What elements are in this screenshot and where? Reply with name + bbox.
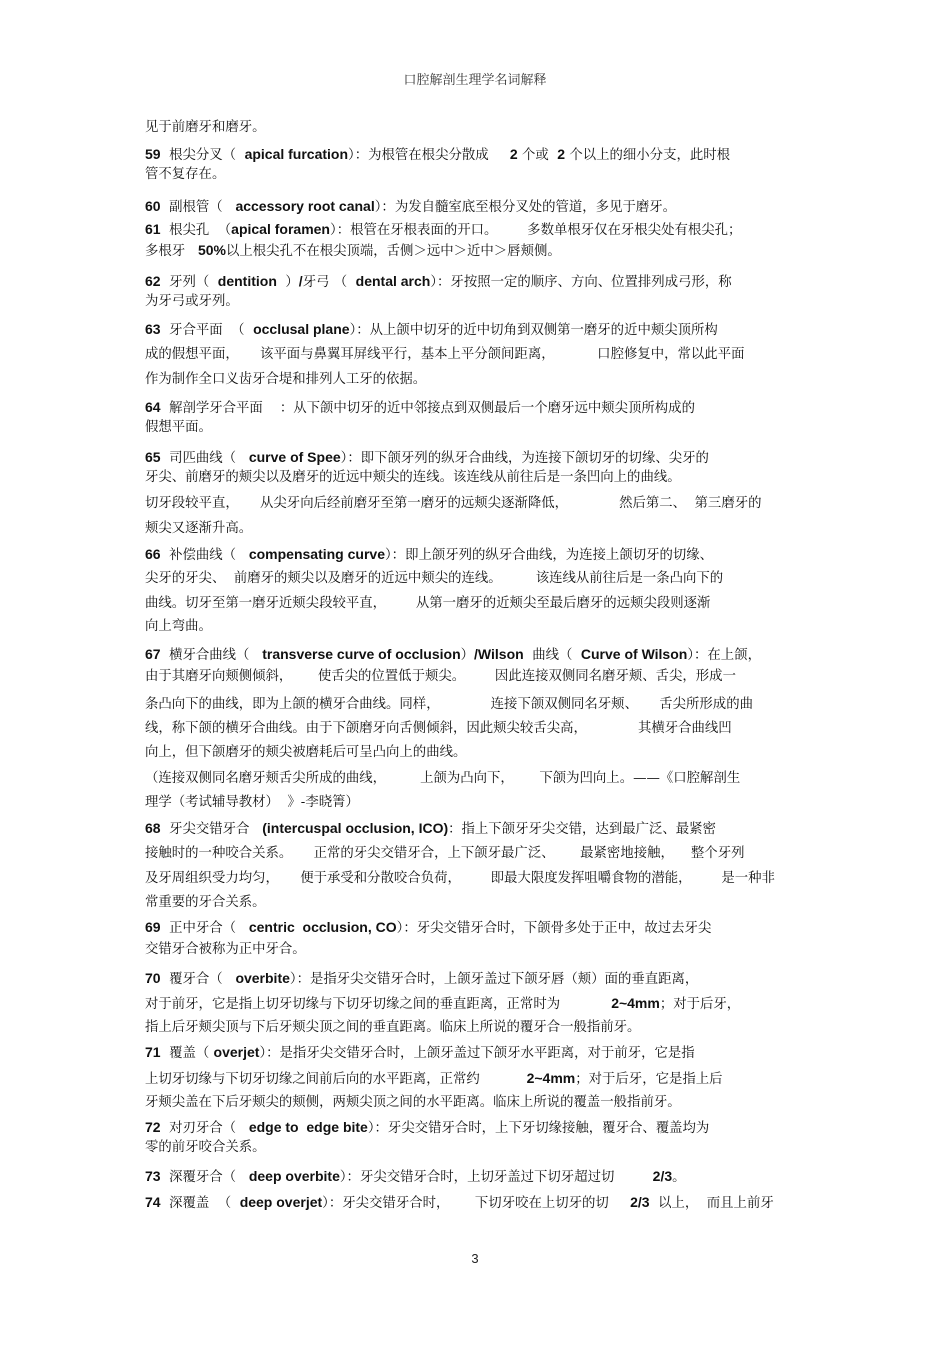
text-line (145, 1020, 640, 1036)
text-run: 曲线。切牙至第一磨牙近颊尖段较平直， 从第一磨牙的近颊尖至最后磨牙的远颊尖段则逐渐 (145, 596, 711, 611)
text-run: 指上后牙颊尖顶与下后牙颊尖顶之间的垂直距离。临床上所说的覆牙合一般指前牙。 (145, 1020, 641, 1035)
text-run: 条凸向下的曲线，即为上颌的横牙合曲线。同样， 连接下颌双侧同名牙颊、 舌尖所形成的曲 (145, 697, 753, 712)
text-run: ）：为发自髓室底至根分叉处的管道，多见于磨牙。 (374, 200, 677, 215)
english-term: edge to edge bite (248, 1119, 368, 1135)
text-line (145, 745, 466, 761)
text-line (145, 669, 736, 685)
text-line (145, 1119, 709, 1137)
text-line (145, 1095, 681, 1111)
text-run: ）：即上颌牙列的纵牙合曲线，为连接上颌切牙的切缘、 (384, 548, 714, 563)
text-line (145, 521, 252, 537)
entry-number: 70 (145, 970, 161, 986)
text-run: 补偿曲线（ (160, 548, 249, 563)
text-run: （连接双侧同名磨牙颊舌尖所成的曲线， 上颌为凸向下， 下颌为凹向上。——《口腔解剖生 (145, 771, 741, 786)
entry-number: 63 (145, 321, 161, 337)
text-line (145, 321, 718, 339)
text-line (145, 347, 744, 363)
text-run: ）：牙尖交错牙合时， 下切牙咬在上切牙的切 (322, 1196, 631, 1211)
english-term: deep overbite (248, 1168, 340, 1184)
text-run: 常重要的牙合关系。 (145, 895, 266, 910)
entry-number: 2 (509, 146, 518, 162)
text-line (145, 1140, 266, 1156)
entry-number: 2~4mm (526, 1070, 576, 1086)
text-line (145, 449, 709, 467)
text-run: 司匹曲线（ (160, 451, 249, 466)
text-run: 成的假想平面， 该平面与鼻翼耳屏线平行，基本上平分颌间距离， 口腔修复中，常以此平面 (145, 347, 745, 362)
text-run: 由于其磨牙向颊侧倾斜， 使舌尖的位置低于颊尖。 因此连接双侧同名磨牙颊、舌尖，形成一 (145, 669, 736, 684)
text-run: ）：是指牙尖交错牙合时，上颌牙盖过下颌牙唇（颊）面的垂直距离， (289, 972, 699, 987)
text-line (145, 995, 740, 1013)
text-run: ；对于后牙， (659, 997, 741, 1012)
english-term: (intercuspal occlusion, ICO) (262, 820, 449, 836)
text-run: 以上， 而且上前牙 (649, 1196, 774, 1211)
text-run: ）：根管在牙根表面的开口。 多数单根牙仅在牙根尖处有根尖孔； (330, 223, 742, 238)
text-run: 见于前磨牙和磨牙。 (145, 120, 266, 135)
text-run: ）：牙按照一定的顺序、方向、位置排列成弓形，称 (430, 275, 732, 290)
page-number: 3 (471, 1251, 479, 1266)
text-run: 深覆牙合（ (160, 1170, 249, 1185)
text-line (145, 795, 359, 811)
text-run: ）：牙尖交错牙合时，下颌骨多处于正中，故过去牙尖 (396, 921, 712, 936)
text-line (145, 771, 740, 787)
english-term: Curve of Wilson (580, 646, 688, 662)
text-run: 对于前牙，它是指上切牙切缘与下切牙切缘之间的垂直距离，正常时为 (145, 997, 612, 1012)
text-line (145, 546, 713, 564)
text-run: 横牙合曲线（ (160, 648, 263, 663)
english-term: accessory root canal (235, 198, 375, 214)
text-line (145, 721, 732, 737)
entry-number: 72 (145, 1119, 161, 1135)
entry-number: 61 (145, 221, 161, 237)
text-run: 个以上的细小分支，此时根 (565, 148, 731, 163)
entry-number: 2/3 (652, 1168, 673, 1184)
text-line (145, 895, 266, 911)
english-term: dentition (217, 273, 277, 289)
english-term: /Wilson (474, 646, 524, 662)
text-run: 曲线（ (523, 648, 581, 663)
text-run: 切牙段较平直， 从尖牙向后经前磨牙至第一磨牙的远颊尖逐渐降低， 然后第二、 第三磨牙的 (145, 496, 762, 511)
entry-number: 50% (197, 242, 226, 258)
text-run: 牙尖、前磨牙的颊尖以及磨牙的近远中颊尖的连线。该连线从前往后是一条凹向上的曲线。 (145, 470, 681, 485)
entry-number: 74 (145, 1194, 161, 1210)
text-run: 及牙周组织受力均匀， 便于承受和分散咬合负荷， 即最大限度发挥咀嚼食物的潜能， 是一种非 (145, 871, 775, 886)
text-run: 接触时的一种咬合关系。 正常的牙尖交错牙合，上下颌牙最广泛、 最紧密地接触， 整个牙列 (145, 846, 745, 861)
entry-number: 62 (145, 273, 161, 289)
text-run: 理学（考试辅导教材） 》-李晓箐） (145, 795, 359, 810)
text-run: 假想平面。 (145, 420, 212, 435)
text-line (145, 294, 239, 310)
text-line (145, 596, 710, 612)
text-run: 根尖孔 （ (160, 223, 232, 238)
text-run: ）：为根管在根尖分散成 (348, 148, 510, 163)
text-line (145, 372, 426, 388)
text-run: 副根管（ (160, 200, 236, 215)
english-term: / (298, 273, 303, 289)
text-run: ；对于后牙，它是指上后 (575, 1072, 723, 1087)
english-term: apical furcation (244, 146, 349, 162)
text-line (145, 221, 741, 239)
text-run: 为牙弓或牙列。 (145, 294, 239, 309)
text-run: 牙颊尖盖在下后牙颊尖的颊侧，两颊尖顶之间的水平距离。临床上所说的覆盖一般指前牙。 (145, 1095, 681, 1110)
text-run: 多根牙 (145, 244, 198, 259)
text-run: 尖牙的牙尖、 前磨牙的颊尖以及磨牙的近远中颊尖的连线。 该连线从前往后是一条凸向下的 (145, 571, 724, 586)
entry-number: 73 (145, 1168, 161, 1184)
english-term: overjet (213, 1044, 260, 1060)
entry-number: 64 (145, 399, 161, 415)
entry-number: 66 (145, 546, 161, 562)
entry-number: 2~4mm (611, 995, 660, 1011)
text-line (145, 697, 753, 713)
text-line (145, 646, 761, 664)
text-run: 向上弯曲。 (145, 619, 212, 634)
text-run: 牙列（ (160, 275, 218, 290)
text-run: 覆盖（ (160, 1046, 214, 1061)
entry-number: 60 (145, 198, 161, 214)
text-run: ）：从上颌中切牙的近中切角到双侧第一磨牙的近中颊尖顶所构 (349, 323, 718, 338)
text-run: ）：牙尖交错牙合时，上切牙盖过下切牙超过切 (339, 1170, 653, 1185)
text-run: 交错牙合被称为正中牙合。 (145, 942, 306, 957)
text-line (145, 1168, 686, 1186)
entry-number: 65 (145, 449, 161, 465)
english-term: occlusal plane (253, 321, 350, 337)
english-term: overbite (235, 970, 290, 986)
text-run: 。 (672, 1170, 686, 1185)
text-run: ）：即下颌牙列的纵牙合曲线，为连接下颌切牙的切缘、尖牙的 (340, 451, 709, 466)
entry-number: 2 (557, 146, 566, 162)
entry-number: 2/3 (630, 1194, 650, 1210)
text-run: 个或 (517, 148, 558, 163)
text-line (145, 919, 711, 937)
text-line (145, 942, 306, 958)
text-line (145, 970, 698, 988)
text-run: ）：在上颌， (687, 648, 761, 663)
text-run: ） (276, 275, 299, 290)
entry-number: 71 (145, 1044, 161, 1060)
text-line (145, 399, 695, 417)
text-line (145, 120, 266, 136)
english-term: dental arch (355, 273, 431, 289)
text-run: 颊尖又逐渐升高。 (145, 521, 253, 536)
text-line (145, 470, 681, 486)
text-line (145, 846, 744, 862)
text-line (145, 820, 716, 838)
english-term: transverse curve of occlusion (262, 646, 461, 662)
text-line (145, 1070, 723, 1088)
text-line (145, 242, 561, 260)
text-line (145, 420, 212, 436)
text-run: ：指上下颌牙牙尖交错，达到最广泛、最紧密 (448, 822, 716, 837)
text-line (145, 273, 732, 291)
text-run: ）：是指牙尖交错牙合时，上颌牙盖过下颌牙水平距离，对于前牙，它是指 (259, 1046, 695, 1061)
text-run: 牙合平面 （ (160, 323, 254, 338)
text-run: 覆牙合（ (160, 972, 236, 987)
text-run: 牙尖交错牙合 (160, 822, 263, 837)
text-run: 解剖学牙合平面 ：从下颌中切牙的近中邻接点到双侧最后一个磨牙远中颊尖顶所构成的 (160, 401, 695, 416)
text-run: 根尖分叉（ (160, 148, 245, 163)
text-line (145, 571, 723, 587)
text-run: 向上，但下颌磨牙的颊尖被磨耗后可呈凸向上的曲线。 (145, 745, 467, 760)
text-run: 对刃牙合（ (160, 1121, 249, 1136)
entry-number: 67 (145, 646, 161, 662)
text-run: 牙弓 （ (302, 275, 356, 290)
text-run: 上切牙切缘与下切牙切缘之间前后向的水平距离，正常约 (145, 1072, 527, 1087)
text-line (145, 496, 762, 512)
entry-number: 69 (145, 919, 161, 935)
text-line (145, 619, 212, 635)
text-line (145, 871, 775, 887)
text-run: ）：牙尖交错牙合时，上下牙切缘接触，覆牙合、覆盖均为 (367, 1121, 710, 1136)
english-term: apical foramen (231, 221, 330, 237)
english-term: compensating curve (248, 546, 385, 562)
page-header: 口腔解剖生理学名词解释 (403, 73, 547, 88)
text-line (145, 1044, 695, 1062)
english-term: deep overjet (239, 1194, 323, 1210)
text-line (145, 146, 730, 164)
text-line (145, 1194, 774, 1212)
text-run: 深覆盖 （ (160, 1196, 240, 1211)
text-run: 管不复存在。 (145, 167, 226, 182)
text-line (145, 167, 225, 183)
text-run: 作为制作全口义齿牙合堤和排列人工牙的依据。 (145, 372, 427, 387)
entry-number: 59 (145, 146, 161, 162)
text-line (145, 198, 676, 216)
entry-number: 68 (145, 820, 161, 836)
english-term: centric occlusion, CO (248, 919, 397, 935)
text-run: 线，称下颌的横牙合曲线。由于下颌磨牙向舌侧倾斜，因此颊尖较舌尖高， 其横牙合曲线凹 (145, 721, 732, 736)
text-run: 正中牙合（ (160, 921, 249, 936)
text-run: ） (460, 648, 475, 663)
text-run: 零的前牙咬合关系。 (145, 1140, 266, 1155)
text-run: 以上根尖孔不在根尖顶端，舌侧＞远中＞近中＞唇颊侧。 (225, 244, 561, 259)
english-term: curve of Spee (248, 449, 341, 465)
